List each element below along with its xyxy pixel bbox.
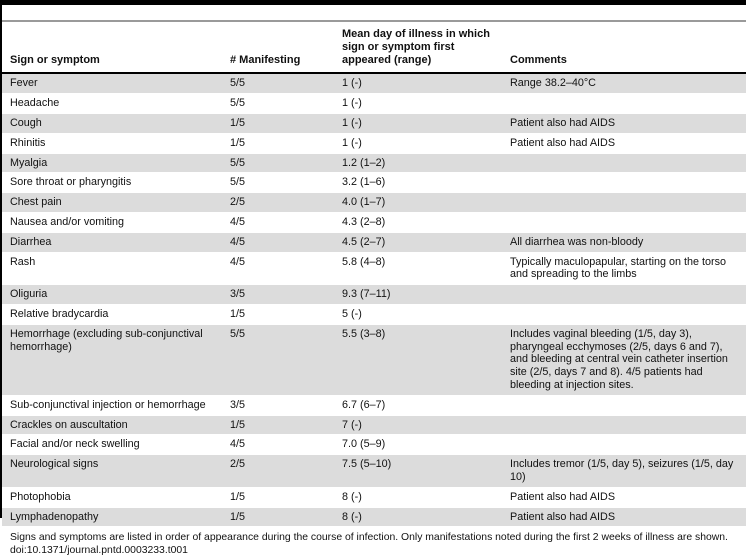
cell-comments: Range 38.2–40°C <box>510 77 596 90</box>
cell-sign-or-symptom: Chest pain <box>10 196 62 209</box>
table-row <box>2 94 746 114</box>
cell-mean-day: 7.0 (5–9) <box>342 438 386 451</box>
cell-sign-or-symptom: Rash <box>10 255 36 268</box>
cell-manifesting: 5/5 <box>230 176 246 189</box>
cell-manifesting: 3/5 <box>230 288 246 301</box>
table-row <box>2 153 746 173</box>
cell-mean-day: 4.3 (2–8) <box>342 215 386 228</box>
cell-sign-or-symptom: Cough <box>10 116 42 129</box>
cell-manifesting: 4/5 <box>230 255 246 268</box>
cell-comments <box>502 415 746 435</box>
column-header-mean-day: Mean day of illness in which sign or symptom first appeared (range) <box>342 28 490 66</box>
cell-mean-day: 5.8 (4–8) <box>342 255 386 268</box>
table-header-row <box>2 22 746 73</box>
table-row <box>2 435 746 455</box>
cell-comments <box>502 212 746 232</box>
cell-sign-or-symptom: Sub-conjunctival injection or hemorrhage <box>10 398 206 411</box>
cell-mean-day: 1.2 (1–2) <box>342 156 386 169</box>
cell-mean-day: 9.3 (7–11) <box>342 288 391 301</box>
cell-manifesting: 1/5 <box>230 510 246 523</box>
cell-comments <box>502 193 746 213</box>
table-row <box>2 73 746 93</box>
cell-sign-or-symptom: Lymphadenopathy <box>10 510 99 523</box>
column-header-comments: Comments <box>510 53 567 66</box>
cell-mean-day: 5 (-) <box>342 307 362 320</box>
signs-symptoms-table <box>2 22 746 527</box>
cell-comments: Includes vaginal bleeding (1/5, day 3), pharyngeal ecchymoses (2/5, days 6 and 7), and bleeding at central vein catheter insertion site (2/5, days 7 and 8). 4/5 patients had bleeding at injection sites. <box>510 327 728 391</box>
cell-comments <box>502 395 746 415</box>
cell-comments: Patient also had AIDS <box>510 510 616 523</box>
cell-manifesting: 5/5 <box>230 156 246 169</box>
cell-manifesting: 1/5 <box>230 307 246 320</box>
cell-comments <box>502 94 746 114</box>
cell-sign-or-symptom: Myalgia <box>10 156 48 169</box>
table-row <box>2 455 746 488</box>
table-row <box>2 507 746 527</box>
cell-comments: Includes tremor (1/5, day 5), seizures (1/5, day 10) <box>510 458 734 483</box>
cell-manifesting: 1/5 <box>230 418 246 431</box>
cell-manifesting: 2/5 <box>230 196 246 209</box>
cell-comments <box>502 304 746 324</box>
table-footnote <box>2 527 746 558</box>
cell-manifesting: 5/5 <box>230 327 246 340</box>
column-header-sign-or-symptom: Sign or symptom <box>10 53 100 66</box>
cell-sign-or-symptom: Oliguria <box>10 288 48 301</box>
cell-manifesting: 5/5 <box>230 97 246 110</box>
cell-mean-day: 1 (-) <box>342 97 362 110</box>
table-row <box>2 285 746 305</box>
cell-sign-or-symptom: Sore throat or pharyngitis <box>10 176 132 189</box>
cell-sign-or-symptom: Rhinitis <box>10 136 46 149</box>
cell-mean-day: 4.0 (1–7) <box>342 196 386 209</box>
cell-manifesting: 3/5 <box>230 398 246 411</box>
table-top-rule <box>2 0 746 5</box>
cell-mean-day: 8 (-) <box>342 490 362 503</box>
cell-manifesting: 4/5 <box>230 235 246 248</box>
table-row <box>2 395 746 415</box>
cell-comments <box>502 285 746 305</box>
table-row <box>2 304 746 324</box>
column-header-manifesting: # Manifesting <box>230 53 301 66</box>
footnote-text: Signs and symptoms are listed in order of appearance during the course of infection. Only manifestations noted during the first 2 weeks of illness are shown. <box>10 532 728 544</box>
cell-comments: Patient also had AIDS <box>510 490 616 503</box>
cell-mean-day: 5.5 (3–8) <box>342 327 386 340</box>
table-body <box>2 73 746 526</box>
cell-comments <box>502 435 746 455</box>
table-row <box>2 487 746 507</box>
cell-manifesting: 1/5 <box>230 490 246 503</box>
cell-sign-or-symptom: Crackles on auscultation <box>10 418 128 431</box>
cell-sign-or-symptom: Facial and/or neck swelling <box>10 438 140 451</box>
table-row <box>2 324 746 395</box>
cell-sign-or-symptom: Fever <box>10 77 38 90</box>
table-row <box>2 113 746 133</box>
cell-comments: Patient also had AIDS <box>510 136 616 149</box>
cell-manifesting: 1/5 <box>230 136 246 149</box>
cell-comments <box>502 173 746 193</box>
footnote-doi: doi:10.1371/journal.pntd.0003233.t001 <box>10 545 188 557</box>
table-row <box>2 193 746 213</box>
cell-mean-day: 1 (-) <box>342 136 362 149</box>
cell-sign-or-symptom: Relative bradycardia <box>10 307 109 320</box>
cell-manifesting: 5/5 <box>230 77 246 90</box>
cell-sign-or-symptom: Neurological signs <box>10 458 99 471</box>
cell-sign-or-symptom: Headache <box>10 97 60 110</box>
cell-mean-day: 6.7 (6–7) <box>342 398 386 411</box>
table-header <box>2 22 746 73</box>
cell-manifesting: 4/5 <box>230 438 246 451</box>
cell-sign-or-symptom: Photophobia <box>10 490 71 503</box>
cell-mean-day: 8 (-) <box>342 510 362 523</box>
cell-manifesting: 2/5 <box>230 458 246 471</box>
table-row <box>2 415 746 435</box>
cell-sign-or-symptom: Diarrhea <box>10 235 52 248</box>
cell-mean-day: 4.5 (2–7) <box>342 235 386 248</box>
cell-mean-day: 7 (-) <box>342 418 362 431</box>
cell-mean-day: 3.2 (1–6) <box>342 176 386 189</box>
table-row <box>2 232 746 252</box>
cell-sign-or-symptom: Nausea and/or vomiting <box>10 215 125 228</box>
cell-manifesting: 1/5 <box>230 116 246 129</box>
cell-mean-day: 1 (-) <box>342 77 362 90</box>
cell-comments: Patient also had AIDS <box>510 116 616 129</box>
cell-sign-or-symptom: Hemorrhage (excluding sub-conjunctival hemorrhage) <box>10 327 203 353</box>
cell-comments: Typically maculopapular, starting on the torso and spreading to the limbs <box>510 255 727 281</box>
cell-manifesting: 4/5 <box>230 215 246 228</box>
cell-comments <box>502 153 746 173</box>
table-row <box>2 252 746 285</box>
table-row <box>2 133 746 153</box>
table-row <box>2 173 746 193</box>
cell-comments: All diarrhea was non-bloody <box>510 235 644 248</box>
table-row <box>2 212 746 232</box>
cell-mean-day: 1 (-) <box>342 116 362 129</box>
cell-mean-day: 7.5 (5–10) <box>342 458 392 471</box>
